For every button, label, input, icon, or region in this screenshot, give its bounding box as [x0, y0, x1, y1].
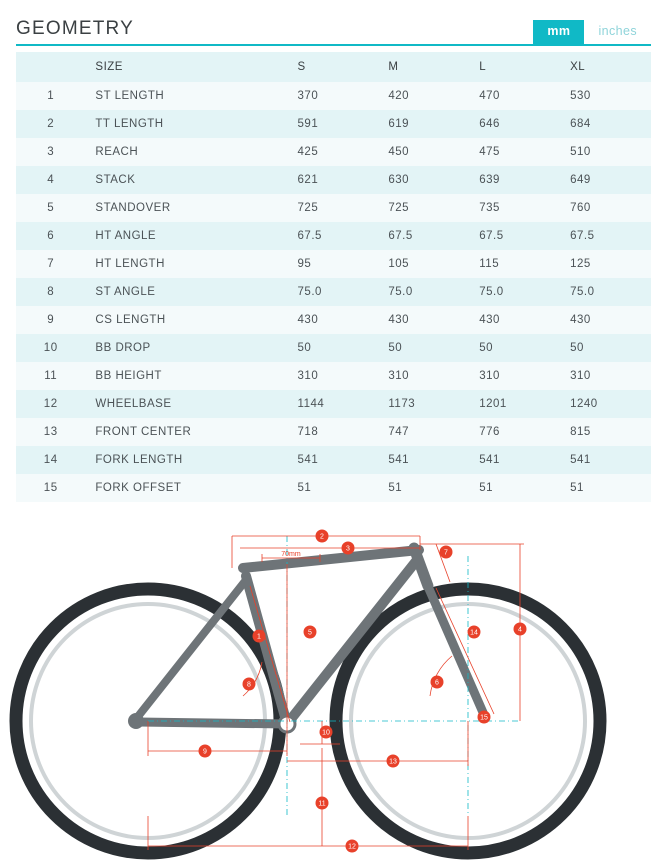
row-index: 15	[43, 482, 58, 494]
col-header-index	[16, 52, 85, 82]
row-value-l: 639	[479, 174, 500, 186]
row-value-m: 725	[388, 202, 410, 214]
callout-9	[199, 745, 212, 758]
row-label: FRONT CENTER	[95, 426, 192, 438]
table-body	[16, 82, 651, 502]
row-value-s: 1144	[297, 398, 325, 410]
row-value-m: 430	[388, 314, 410, 326]
row-label: ST ANGLE	[95, 286, 156, 298]
unit-button-mm[interactable]: mm	[533, 20, 584, 44]
row-label: FORK OFFSET	[95, 482, 182, 494]
callout-label: 5	[308, 629, 312, 637]
callout-11	[316, 797, 329, 810]
row-index: 7	[47, 258, 55, 270]
bike-frame	[128, 545, 485, 732]
row-value-m: 541	[388, 454, 410, 466]
callout-label: 11	[318, 800, 326, 808]
table-row	[16, 82, 651, 110]
row-value-l: 1201	[479, 398, 507, 410]
col-header-size: SIZE	[95, 61, 123, 73]
row-value-l: 475	[479, 146, 500, 158]
row-value-l: 115	[479, 258, 500, 270]
row-value-xl: 541	[570, 454, 591, 466]
row-value-m: 105	[388, 258, 410, 270]
table-row	[16, 278, 651, 306]
row-index: 1	[47, 90, 55, 102]
row-label: BB HEIGHT	[95, 370, 162, 382]
callout-label: 15	[480, 714, 488, 722]
row-label: HT ANGLE	[95, 230, 157, 242]
row-value-xl: 125	[570, 258, 591, 270]
row-value-s: 67.5	[297, 230, 322, 242]
callout-8	[243, 678, 256, 691]
col-header-l: L	[479, 61, 487, 73]
row-value-s: 370	[297, 90, 319, 102]
callout-6	[431, 676, 444, 689]
row-label: REACH	[95, 146, 139, 158]
row-value-m: 50	[388, 342, 403, 354]
callout-label: 3	[346, 545, 350, 553]
callout-4	[514, 623, 527, 636]
row-value-m: 75.0	[388, 286, 413, 298]
row-value-s: 50	[297, 342, 312, 354]
unit-toggle[interactable]	[533, 0, 651, 44]
table-row	[16, 418, 651, 446]
row-value-s: 430	[297, 314, 319, 326]
row-value-m: 51	[388, 482, 403, 494]
row-value-xl: 67.5	[570, 230, 595, 242]
row-value-s: 95	[297, 258, 312, 270]
callout-label: 13	[389, 758, 397, 766]
row-label: FORK LENGTH	[95, 454, 183, 466]
row-value-m: 747	[388, 426, 410, 438]
callout-5	[304, 626, 317, 639]
row-value-xl: 649	[570, 174, 591, 186]
callout-3	[342, 542, 355, 555]
table-row	[16, 446, 651, 474]
row-value-xl: 510	[570, 146, 591, 158]
row-label: WHEELBASE	[95, 398, 172, 410]
row-value-l: 67.5	[479, 230, 504, 242]
row-value-xl: 760	[570, 202, 591, 214]
row-index: 11	[44, 370, 58, 382]
row-label: BB DROP	[95, 342, 151, 354]
geometry-diagram	[0, 516, 667, 863]
row-value-s: 718	[297, 426, 319, 438]
callout-label: 1	[257, 633, 261, 641]
row-index: 10	[43, 342, 58, 354]
page-header	[0, 0, 667, 46]
bike-geometry-svg	[0, 516, 667, 863]
row-value-xl: 684	[570, 118, 591, 130]
row-value-m: 67.5	[388, 230, 413, 242]
row-value-s: 425	[297, 146, 319, 158]
callout-14	[468, 626, 481, 639]
row-value-xl: 430	[570, 314, 591, 326]
table-row	[16, 362, 651, 390]
callout-label: 8	[247, 681, 251, 689]
callout-10	[320, 726, 333, 739]
row-value-s: 75.0	[297, 286, 322, 298]
row-value-m: 420	[388, 90, 410, 102]
row-value-m: 630	[388, 174, 410, 186]
row-value-s: 725	[297, 202, 319, 214]
table-row	[16, 306, 651, 334]
row-value-xl: 75.0	[570, 286, 595, 298]
row-label: CS LENGTH	[95, 314, 166, 326]
row-label: STACK	[95, 174, 136, 186]
row-value-s: 621	[297, 174, 319, 186]
callout-2	[316, 530, 329, 543]
col-header-xl: XL	[570, 61, 586, 73]
callout-label: 6	[435, 679, 439, 687]
page-title: GEOMETRY	[16, 18, 134, 39]
table-row	[16, 194, 651, 222]
row-value-xl: 51	[570, 482, 584, 494]
row-label: ST LENGTH	[95, 90, 165, 102]
row-label: STANDOVER	[95, 202, 171, 214]
table-row	[16, 222, 651, 250]
row-value-m: 1173	[388, 398, 416, 410]
callout-label: 9	[203, 748, 207, 756]
callout-7	[440, 546, 453, 559]
row-index: 3	[47, 146, 55, 158]
row-value-xl: 310	[570, 370, 591, 382]
row-index: 2	[47, 118, 55, 130]
callout-label: 10	[322, 729, 330, 737]
row-value-xl: 50	[570, 342, 584, 354]
row-index: 13	[43, 426, 58, 438]
geometry-table	[16, 52, 651, 502]
header-divider	[16, 44, 651, 46]
row-index: 6	[47, 230, 55, 242]
callout-15	[478, 711, 491, 724]
table-row	[16, 390, 651, 418]
row-value-l: 470	[479, 90, 500, 102]
table-row	[16, 166, 651, 194]
row-value-xl: 815	[570, 426, 591, 438]
table-row	[16, 250, 651, 278]
table-header-row	[16, 52, 651, 82]
callout-label: 4	[518, 626, 522, 634]
unit-button-inches[interactable]: inches	[598, 24, 637, 38]
row-value-s: 591	[297, 118, 319, 130]
row-value-m: 619	[388, 118, 410, 130]
geometry-table-wrap	[0, 46, 667, 502]
row-value-l: 541	[479, 454, 500, 466]
table-row	[16, 334, 651, 362]
callout-label: 12	[348, 843, 356, 851]
row-value-s: 51	[297, 482, 312, 494]
row-value-l: 310	[479, 370, 500, 382]
row-value-xl: 1240	[570, 398, 598, 410]
table-row	[16, 474, 651, 502]
col-header-m: M	[388, 61, 399, 73]
row-index: 14	[43, 454, 58, 466]
row-value-s: 310	[297, 370, 319, 382]
annotation-70mm: 70mm	[281, 551, 301, 558]
callout-1	[253, 630, 266, 643]
row-index: 5	[47, 202, 55, 214]
row-value-m: 450	[388, 146, 410, 158]
row-value-m: 310	[388, 370, 410, 382]
row-label: TT LENGTH	[95, 118, 164, 130]
row-value-xl: 530	[570, 90, 591, 102]
table-row	[16, 110, 651, 138]
row-index: 12	[43, 398, 58, 410]
row-value-l: 735	[479, 202, 500, 214]
callout-12	[346, 840, 359, 853]
col-header-s: S	[297, 61, 306, 73]
callout-label: 7	[444, 549, 448, 557]
callout-13	[387, 755, 400, 768]
row-value-l: 75.0	[479, 286, 504, 298]
callout-label: 14	[470, 629, 478, 637]
row-index: 9	[47, 314, 55, 326]
row-index: 4	[47, 174, 55, 186]
row-value-l: 776	[479, 426, 500, 438]
callout-label: 2	[320, 533, 324, 541]
row-value-l: 646	[479, 118, 500, 130]
table-row	[16, 138, 651, 166]
row-value-l: 51	[479, 482, 494, 494]
row-value-l: 430	[479, 314, 500, 326]
row-label: HT LENGTH	[95, 258, 165, 270]
row-index: 8	[47, 286, 55, 298]
row-value-l: 50	[479, 342, 494, 354]
row-value-s: 541	[297, 454, 319, 466]
